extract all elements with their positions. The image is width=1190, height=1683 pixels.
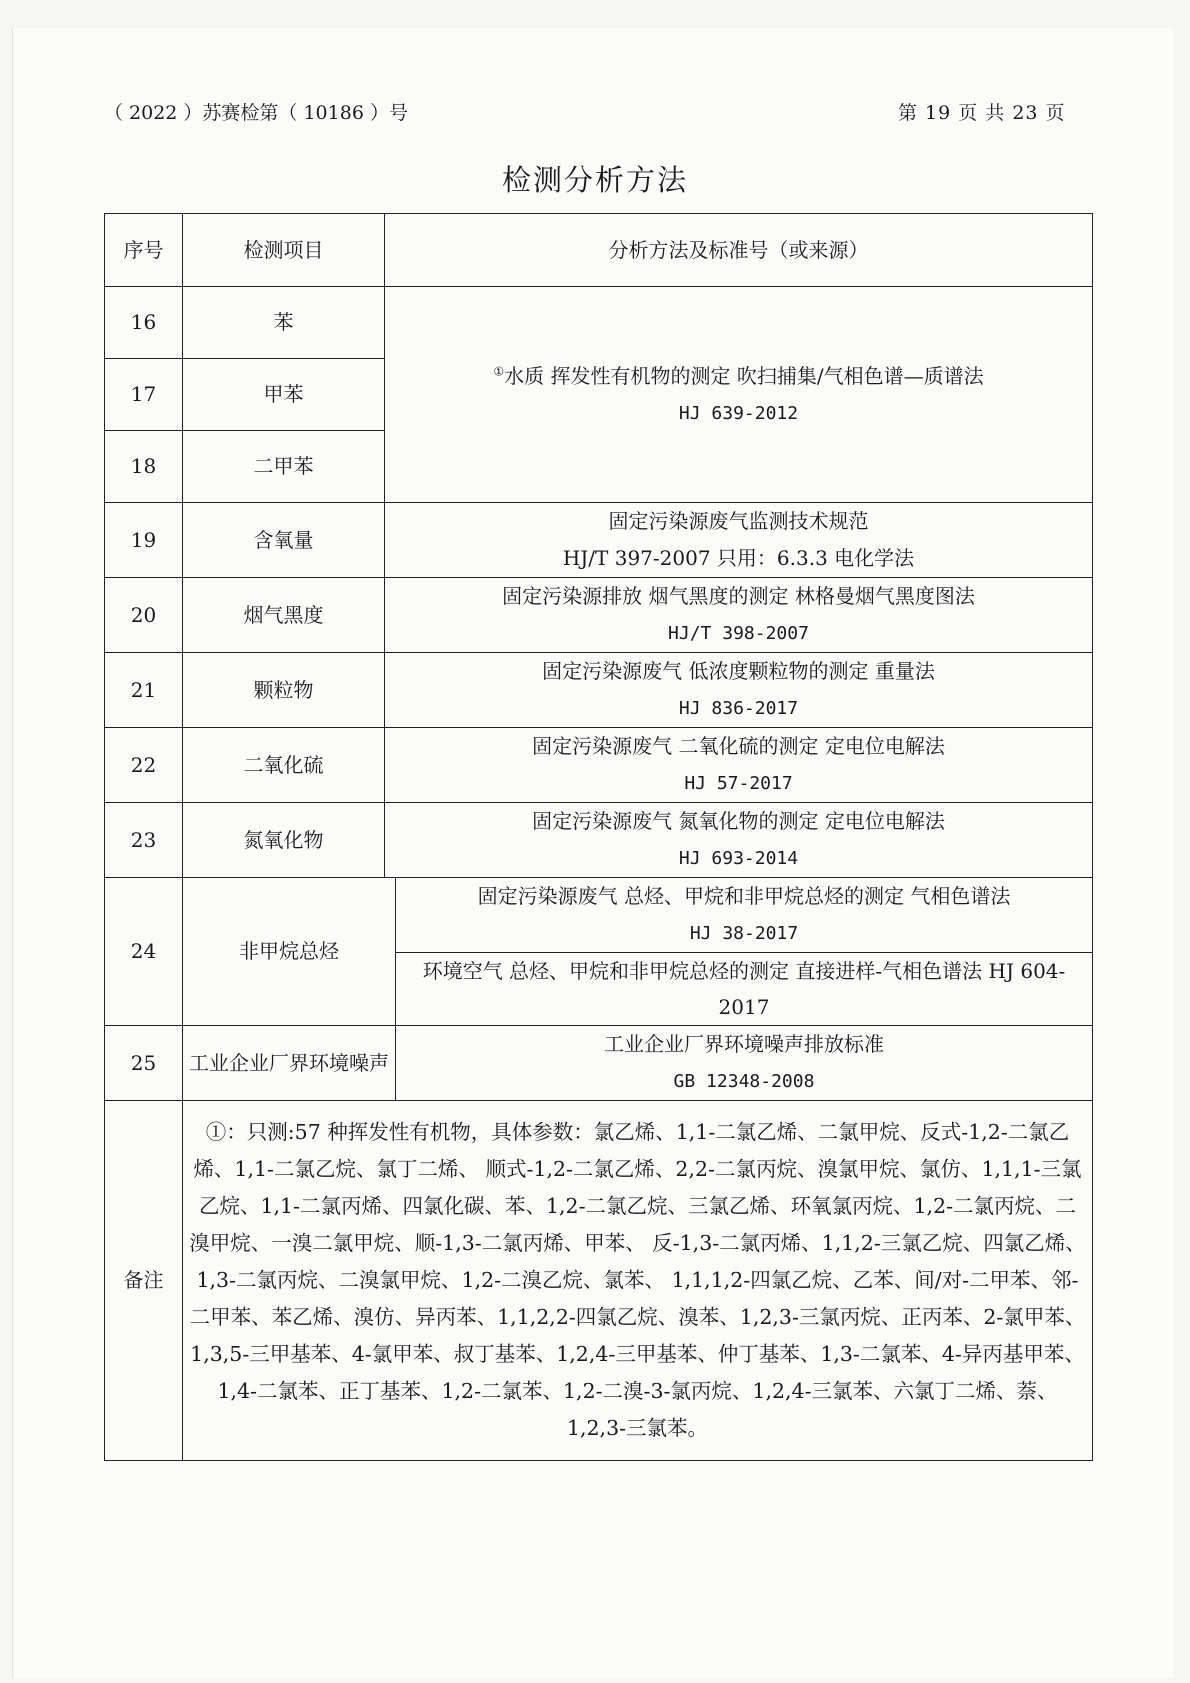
row-number: 23 bbox=[105, 803, 183, 878]
column-header-no: 序号 bbox=[105, 214, 183, 287]
row-item: 苯 bbox=[183, 287, 385, 359]
row-number: 25 bbox=[105, 1026, 183, 1101]
method-name: 固定污染源废气 总烃、甲烷和非甲烷总烃的测定 气相色谱法 bbox=[477, 884, 1011, 908]
row-number: 18 bbox=[105, 431, 183, 503]
method-cell bbox=[385, 578, 1093, 653]
table-row bbox=[105, 878, 1093, 953]
row-number: 17 bbox=[105, 359, 183, 431]
column-header-item: 检测项目 bbox=[183, 214, 385, 287]
method-name: 固定污染源废气 二氧化硫的测定 定电位电解法 bbox=[532, 734, 945, 758]
row-item: 甲苯 bbox=[183, 359, 385, 431]
row-item: 工业企业厂界环境噪声 bbox=[183, 1026, 396, 1101]
row-item: 颗粒物 bbox=[183, 653, 385, 728]
row-item: 二氧化硫 bbox=[183, 728, 385, 803]
method-standard: HJ 38-2017 bbox=[689, 923, 799, 944]
table-row bbox=[105, 503, 1093, 578]
method-cell bbox=[385, 728, 1093, 803]
table-header-row bbox=[105, 214, 1093, 287]
methods-table bbox=[104, 213, 1093, 1461]
table-row bbox=[105, 578, 1093, 653]
method-name: 环境空气 总烃、甲烷和非甲烷总烃的测定 直接进样-气相色谱法 HJ 604-2017 bbox=[422, 959, 1066, 1019]
method-standard: GB 12348-2008 bbox=[673, 1071, 815, 1092]
method-name: 工业企业厂界环境噪声排放标准 bbox=[604, 1032, 884, 1056]
page-counter: 第 19 页 共 23 页 bbox=[898, 102, 1066, 124]
method-standard: HJ 57-2017 bbox=[684, 773, 793, 794]
report-number: （ 2022 ）苏赛检第（ 10186 ）号 bbox=[104, 102, 408, 124]
method-cell bbox=[385, 803, 1093, 878]
method-name: 固定污染源废气 低浓度颗粒物的测定 重量法 bbox=[542, 659, 935, 683]
method-standard: HJ/T 397-2007 只用：6.3.3 电化学法 bbox=[562, 546, 915, 570]
row-item: 烟气黑度 bbox=[183, 578, 385, 653]
remark-row bbox=[105, 1101, 1093, 1461]
table-row bbox=[105, 803, 1093, 878]
method-standard: HJ 639-2012 bbox=[678, 402, 799, 424]
column-header-method: 分析方法及标准号（或来源） bbox=[385, 214, 1093, 287]
footnote-marker: ① bbox=[493, 363, 505, 378]
row-number: 24 bbox=[105, 878, 183, 1026]
remark-label: 备注 bbox=[105, 1101, 183, 1461]
method-name: 固定污染源废气 氮氧化物的测定 定电位电解法 bbox=[532, 809, 945, 833]
row-item: 氮氧化物 bbox=[183, 803, 385, 878]
table-row bbox=[105, 1026, 1093, 1101]
method-cell bbox=[396, 1026, 1093, 1101]
method-cell bbox=[396, 953, 1093, 1026]
row-item: 非甲烷总烃 bbox=[183, 878, 396, 1026]
method-name: 固定污染源排放 烟气黑度的测定 林格曼烟气黑度图法 bbox=[502, 584, 975, 608]
document-title: 检测分析方法 bbox=[501, 163, 688, 197]
row-number: 20 bbox=[105, 578, 183, 653]
row-number: 22 bbox=[105, 728, 183, 803]
table-row bbox=[105, 653, 1093, 728]
row-item: 二甲苯 bbox=[183, 431, 385, 503]
method-name: 水质 挥发性有机物的测定 吹扫捕集/气相色谱—质谱法 bbox=[504, 363, 984, 388]
remark-text: ①：只测:57 种挥发性有机物，具体参数：氯乙烯、1,1-二氯乙烯、二氯甲烷、反式-1,2-二氯乙烯、1,1-二氯乙烷、氯丁二烯、 顺式-1,2-二氯乙烯、2,2-二氯丙烷、溴氯甲烷、氯仿、1,1,1-三氯乙烷、1,1-二氯丙烯、四氯化碳、苯、1,2-二氯乙烷、三氯乙烯、环氧氯丙烷、1,2-二氯丙烷、二溴甲烷、一溴二氯甲烷、顺-1,3-二氯丙烯、甲苯、 反-1,3-二氯丙烯、1,1,2-三氯乙烷、四氯乙烯、1,3-二氯丙烷、二溴氯甲烷、1,2-二溴乙烷、氯苯、 1,1,1,2-四氯乙烷、乙苯、间/对-二甲苯、邻-二甲苯、苯乙烯、溴仿、异丙苯、1,1,2,2-四氯乙烷、溴苯、1,2,3-三氯丙烷、正丙苯、2-氯甲苯、1,3,5-三甲基苯、4-氯甲苯、叔丁基苯、1,2,4-三甲基苯、仲丁基苯、1,3-二氯苯、4-异丙基甲苯、1,4-二氯苯、正丁基苯、1,2-二氯苯、1,2-二溴-3-氯丙烷、1,2,4-三氯苯、六氯丁二烯、萘、1,2,3-三氯苯。 bbox=[183, 1101, 1093, 1461]
method-cell bbox=[385, 503, 1093, 578]
merged-method-cell bbox=[385, 287, 1093, 503]
method-standard: HJ 836-2017 bbox=[678, 698, 799, 719]
table-row bbox=[105, 287, 1093, 359]
table-row bbox=[105, 728, 1093, 803]
method-name: 固定污染源废气监测技术规范 bbox=[608, 509, 869, 533]
row-number: 19 bbox=[105, 503, 183, 578]
method-standard: HJ/T 398-2007 bbox=[668, 623, 809, 644]
row-item: 含氧量 bbox=[183, 503, 385, 578]
row-number: 16 bbox=[105, 287, 183, 359]
method-cell bbox=[385, 653, 1093, 728]
method-standard: HJ 693-2014 bbox=[678, 848, 799, 869]
row-number: 21 bbox=[105, 653, 183, 728]
method-cell bbox=[396, 878, 1093, 953]
